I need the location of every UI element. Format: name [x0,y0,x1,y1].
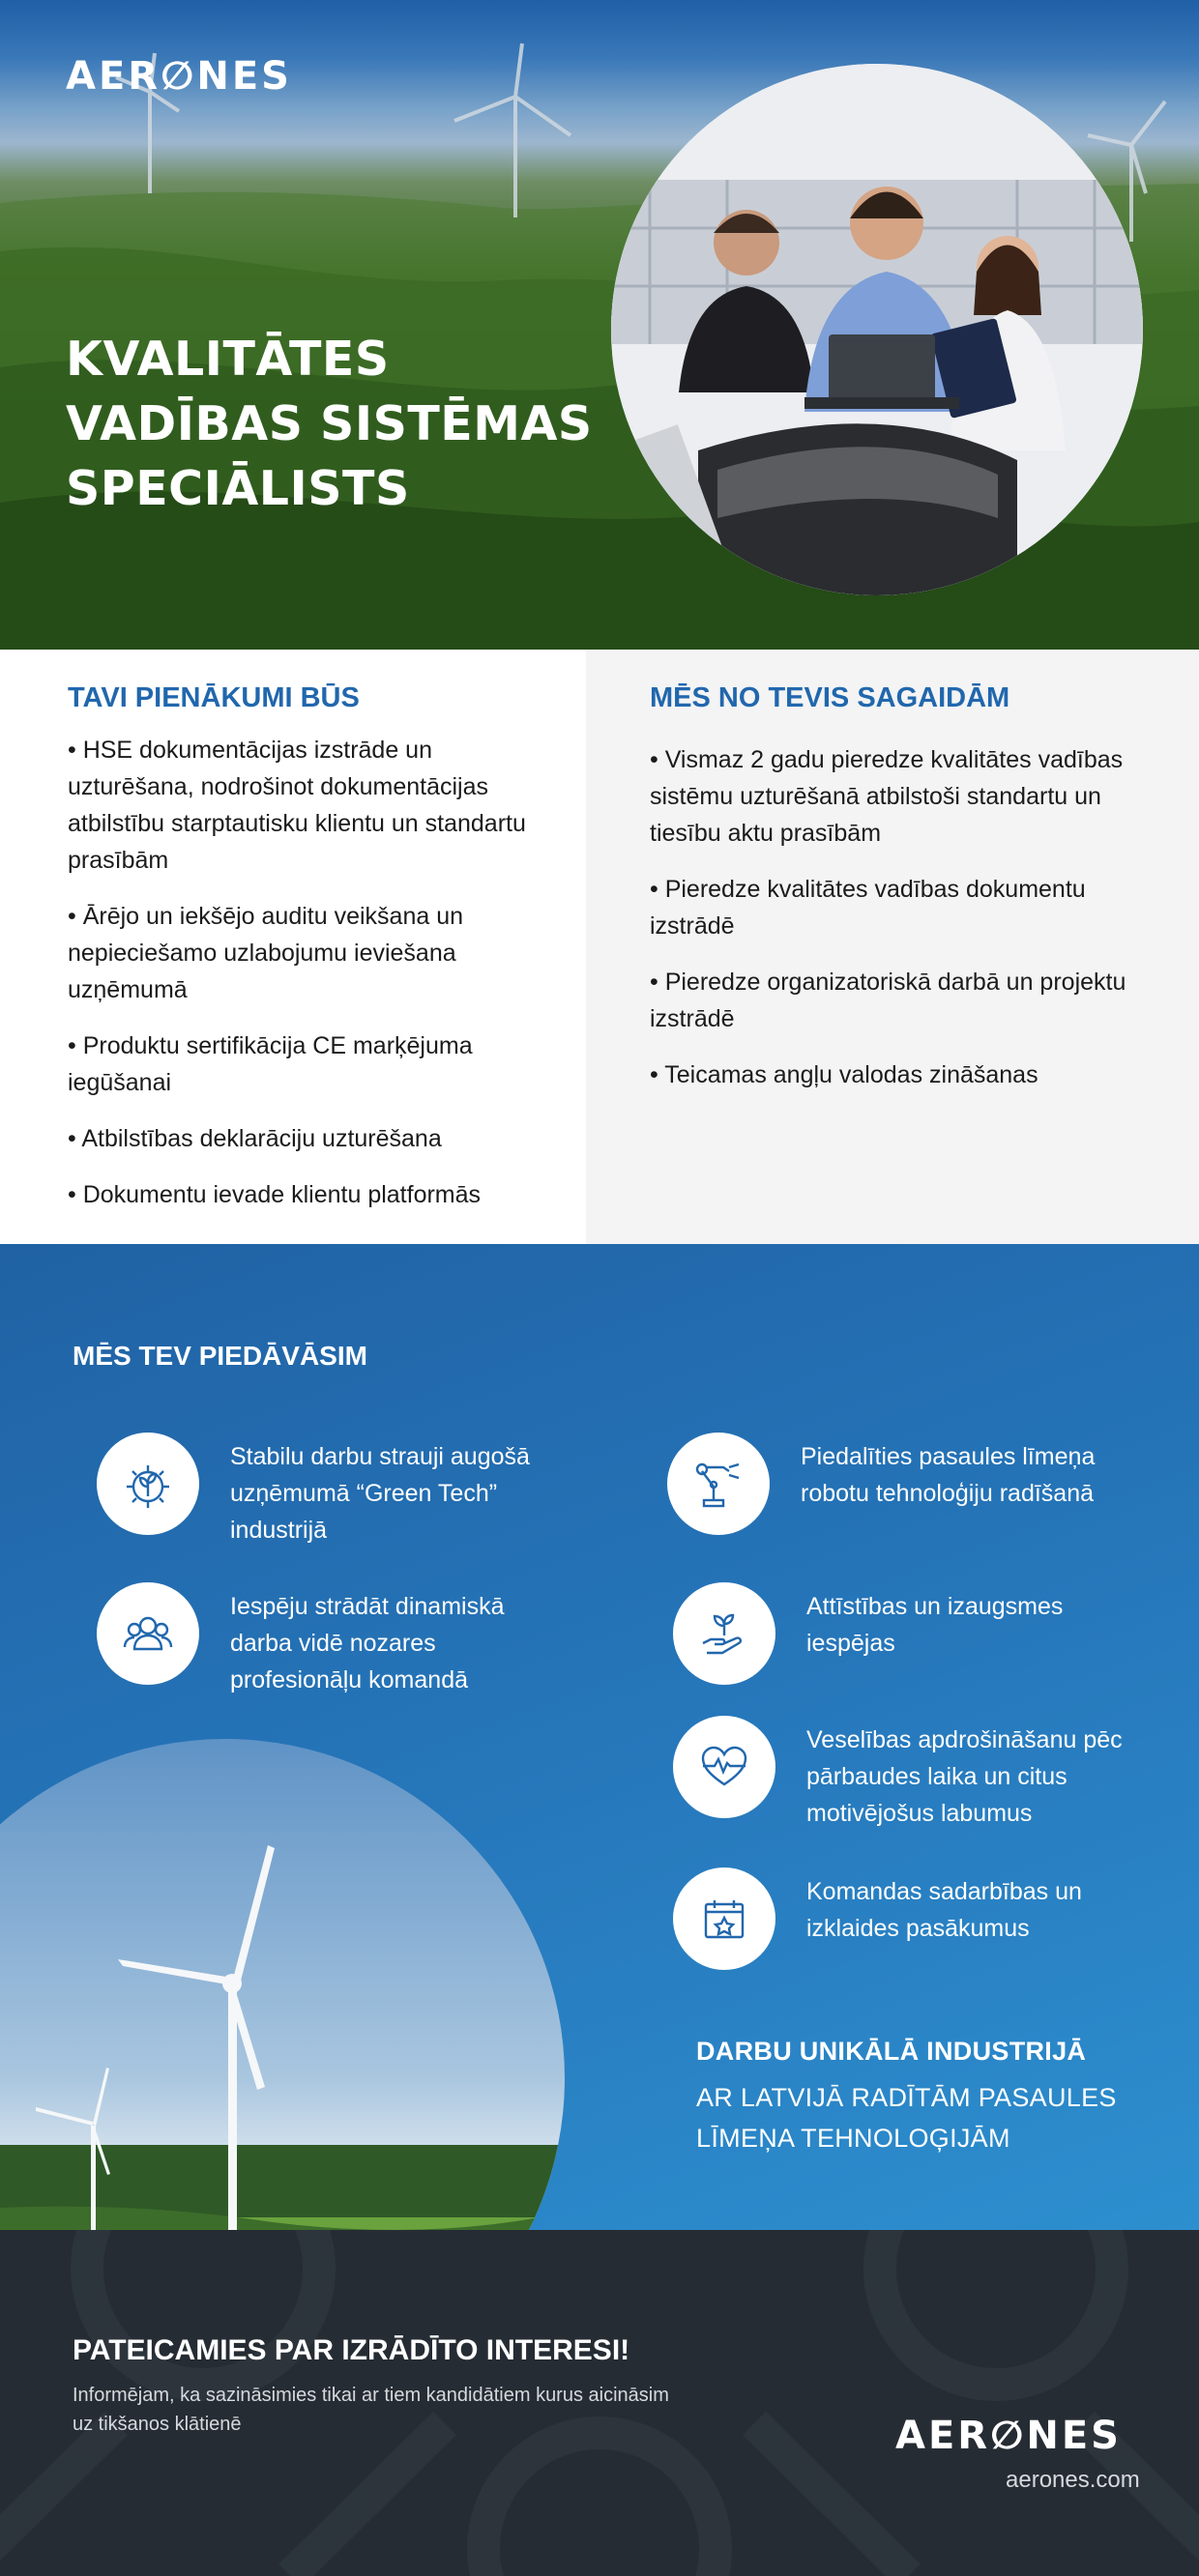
engineers-illustration [611,64,1143,595]
offer-heading: MĒS TEV PIEDĀVĀSIM [73,1341,367,1371]
footer [0,2230,1199,2576]
website-link[interactable]: aerones.com [1006,2467,1140,2493]
benefit-item [97,1433,549,1548]
benefit-text: Stabilu darbu strauji augošā uzņēmumā “Green Tech” industrijā [230,1443,530,1544]
benefit-item [667,1433,1120,1535]
job-title: KVALITĀTES VADĪBAS SISTĒMAS SPECIĀLISTS [66,332,593,516]
benefit-text: Attīstības un izaugsmes iespējas [806,1593,1064,1657]
requirement-item: • Pieredze kvalitātes vadības dokumentu izstrādē [650,876,1086,940]
duty-item: • Atbilstības deklarāciju uzturēšana [68,1125,442,1152]
duties-heading: TAVI PIENĀKUMI BŪS [68,682,360,713]
requirement-item: • Vismaz 2 gadu pieredze kvalitātes vadības sistēmu uzturēšanā atbilstoši standartu un tiesību aktu prasībām [650,746,1124,847]
plant-hand-icon [673,1582,775,1685]
requirements-column [586,650,1199,1244]
tagline-strong: DARBU UNIKĀLĀ INDUSTRIJĀ [696,2037,1087,2066]
benefit-text: Komandas sadarbības un izklaides pasākumus [806,1878,1082,1942]
duties-column [0,650,586,1244]
benefit-item [673,1582,1126,1685]
requirement-item: • Teicamas angļu valodas zināšanas [650,1061,1038,1088]
team-icon [97,1582,199,1685]
growth-gear-icon [97,1433,199,1535]
benefit-item [673,1867,1126,1970]
duty-item: • Produktu sertifikācija CE marķējuma iegūšanai [68,1032,473,1096]
requirements-heading: MĒS NO TEVIS SAGAIDĀM [650,682,1010,713]
duty-item: • HSE dokumentācijas izstrāde un uzturēšana, nodrošinot dokumentācijas atbilstību starptautisku klientu un standartu prasībām [68,737,526,874]
benefit-item [97,1582,549,1698]
contact-notice: Informējam, ka sazināsimies tikai ar tiem kandidātiem kurus aicināsim uz tikšanos klātienē [73,2385,669,2435]
aerones-logo: AER∅NES [66,54,292,99]
requirement-item: • Pieredze organizatoriskā darbā un projektu izstrādē [650,969,1126,1032]
wind-turbine-photo [0,1739,565,2230]
heart-pulse-icon [673,1716,775,1818]
hero-banner [0,0,1199,650]
calendar-star-icon [673,1867,775,1970]
job-details [0,650,1199,1244]
duty-item: • Dokumentu ievade klientu platformās [68,1181,482,1208]
benefit-text: Piedalīties pasaules līmeņa robotu tehnoloģiju radīšanā [801,1443,1096,1507]
benefit-text: Iespēju strādāt dinamiskā darba vidē nozares profesionāļu komandā [230,1593,505,1693]
team-photo [611,64,1143,595]
duty-item: • Ārējo un iekšējo auditu veikšana un nepieciešamo uzlabojumu ieviešana uzņēmumā [68,903,464,1003]
benefit-text: Veselības apdrošināšanu pēc pārbaudes laika un citus motivējošus labumus [806,1726,1123,1827]
thanks-heading: PATEICAMIES PAR IZRĀDĪTO INTERESI! [73,2334,630,2366]
robot-arm-icon [667,1433,770,1535]
aerones-logo-footer: AER∅NES [895,2414,1122,2458]
offer-section [0,1244,1199,2230]
benefit-item [673,1716,1126,1832]
tagline-light: AR LATVIJĀ RADĪTĀM PASAULES LĪMEŅA TEHNOLOĢIJĀM [696,2083,1117,2153]
